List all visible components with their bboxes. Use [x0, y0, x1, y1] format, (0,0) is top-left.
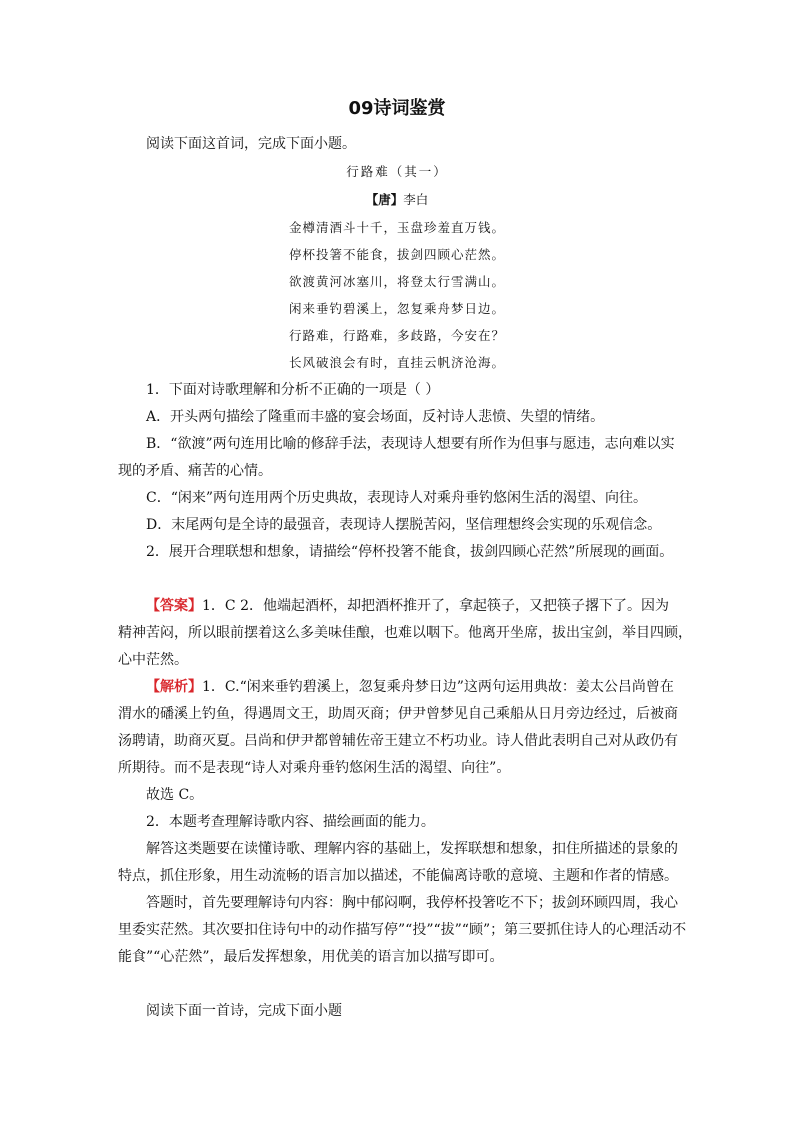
option-a: A．开头两句描绘了隆重而丰盛的宴会场面，反衬诗人悲愤、失望的情绪。 [146, 409, 605, 425]
question-2-stem: 2．展开合理联想和想象，请描绘“停杯投箸不能食，拔剑四顾心茫然”所展现的画面。 [146, 544, 674, 560]
poem-line: 长风破浪会有时，直挂云帆济沧海。 [288, 355, 505, 370]
poem-dynasty: 【唐】 [365, 192, 404, 207]
intro-text: 阅读下面这首词，完成下面小题。 [146, 136, 356, 152]
option-c: C．“闲来”两句连用两个历史典故，表现诗人对乘舟垂钓悠闲生活的渴望、向往。 [146, 490, 648, 506]
answer-text: 1．C 2．他端起酒杯，却把酒杯推开了，拿起筷子，又把筷子撂下了。因为 [202, 598, 669, 614]
poem-line: 行路难，行路难，多歧路，今安在？ [288, 328, 505, 343]
option-d: D．末尾两句是全诗的最强音，表现诗人摆脱苦闷，坚信理想终会实现的乐观信念。 [146, 517, 662, 533]
analysis-continued: 汤聘请，助商灭夏。吕尚和伊尹都曾辅佐帝王建立不朽功业。诗人借此表明自己对从政仍有 [118, 733, 678, 749]
poem-title: 行路难（其一） [346, 164, 448, 179]
option-b-continued: 现的矛盾、痛苦的心情。 [118, 463, 272, 479]
analysis-line [146, 677, 674, 697]
page-title: 09诗词鉴赏 [348, 98, 446, 119]
analysis-paragraph-continued: 能食”“心茫然”，最后发挥想象，用优美的语言加以描写即可。 [118, 949, 504, 965]
analysis-continued: 渭水的磻溪上钓鱼，得遇周文王，助周灭商；伊尹曾梦见自己乘船从日月旁边经过，后被商 [118, 706, 678, 722]
analysis-paragraph-continued: 特点，抓住形象，用生动流畅的语言加以描述，不能偏离诗歌的意境、主题和作者的情感。 [118, 868, 678, 884]
answer-line [146, 596, 669, 616]
analysis-choice: 故选 C。 [146, 787, 204, 803]
analysis-paragraph: 答题时，首先要理解诗句内容：胸中郁闷啊，我停杯投箸吃不下；拔剑环顾四周，我心 [146, 895, 678, 911]
analysis-text: 1．C.“闲来垂钓碧溪上，忽复乘舟梦日边”这两句运用典故：姜太公吕尚曾在 [202, 679, 674, 695]
analysis-q2-intro: 2．本题考查理解诗歌内容、描绘画面的能力。 [146, 814, 435, 830]
analysis-paragraph: 解答这类题要在读懂诗歌、理解内容的基础上，发挥联想和想象，扣住所描述的景象的 [146, 841, 678, 857]
answer-continued: 精神苦闷，所以眼前摆着这么多美味佳酿，也难以咽下。他离开坐席，拔出宝剑，举目四顾， [118, 625, 692, 641]
poem-line: 金樽清酒斗十千，玉盘珍羞直万钱。 [288, 220, 505, 235]
question-1-stem: 1．下面对诗歌理解和分析不正确的一项是（ ） [146, 382, 440, 398]
poem-author-line [0, 190, 794, 210]
analysis-paragraph-continued: 里委实茫然。其次要扣住诗句中的动作描写停”“投”“拔”“顾”；第三要抓住诗人的心理活动不 [118, 922, 687, 938]
answer-label: 【答案】 [146, 598, 202, 614]
answer-continued: 心中茫然。 [118, 652, 188, 668]
poem-line: 欲渡黄河冰塞川，将登太行雪满山。 [288, 274, 505, 289]
next-section-intro: 阅读下面一首诗，完成下面小题 [146, 1003, 342, 1019]
analysis-label: 【解析】 [146, 679, 202, 695]
option-b: B．“欲渡”两句连用比喻的修辞手法，表现诗人想要有所作为但事与愿违，志向难以实 [146, 436, 675, 452]
poem-author: 李白 [403, 192, 429, 207]
poem-line: 停杯投箸不能食，拔剑四顾心茫然。 [288, 247, 505, 262]
analysis-continued: 所期待。而不是表现“诗人对乘舟垂钓悠闲生活的渴望、向往”。 [118, 760, 511, 776]
poem-line: 闲来垂钓碧溪上，忽复乘舟梦日边。 [288, 301, 505, 316]
